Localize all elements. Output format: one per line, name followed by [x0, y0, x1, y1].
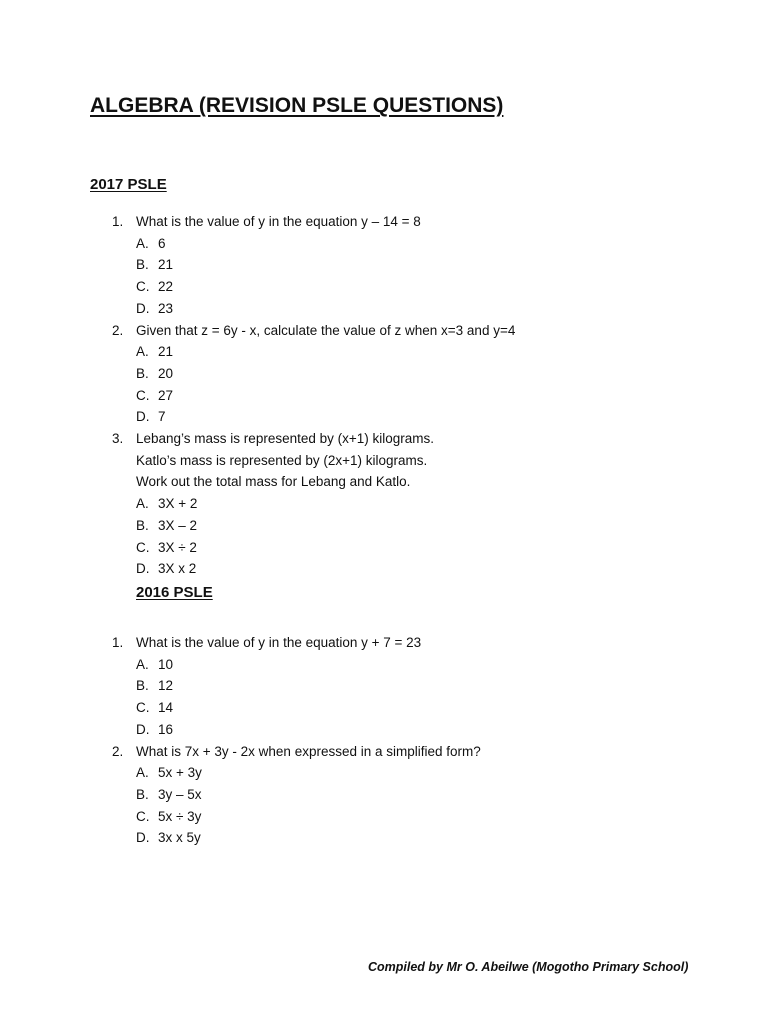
option-letter: D.: [136, 721, 150, 737]
option-text: 12: [158, 678, 174, 694]
answer-option: [136, 298, 515, 320]
option-letter: A.: [136, 765, 149, 781]
answer-option: [136, 363, 515, 385]
question-text: What is 7x + 3y - 2x when expressed in a simplified form?: [136, 743, 481, 759]
option-letter: C.: [136, 539, 150, 555]
option-text: 27: [158, 387, 174, 403]
option-letter: D.: [136, 830, 150, 846]
option-text: 3y – 5x: [158, 786, 202, 802]
question-line: [112, 320, 515, 342]
question-item: [112, 211, 515, 320]
question-line: [112, 428, 515, 450]
answer-options: [112, 493, 515, 580]
option-text: 10: [158, 656, 174, 672]
answer-option: [136, 827, 481, 849]
option-text: 21: [158, 257, 174, 273]
answer-option: [136, 276, 515, 298]
question-line: [112, 632, 481, 654]
option-text: 23: [158, 300, 174, 316]
option-letter: B.: [136, 517, 149, 533]
question-line: [112, 741, 481, 763]
option-text: 3X ÷ 2: [158, 539, 197, 555]
option-text: 22: [158, 279, 174, 295]
page-title: ALGEBRA (REVISION PSLE QUESTIONS): [90, 94, 504, 117]
answer-option: [136, 762, 481, 784]
answer-option: [136, 493, 515, 515]
question-list-2017: [112, 211, 515, 580]
question-line: [112, 211, 515, 233]
answer-options: [112, 654, 481, 741]
option-text: 3X – 2: [158, 517, 198, 533]
answer-options: [112, 762, 481, 849]
answer-option: [136, 697, 481, 719]
option-letter: A.: [136, 496, 149, 512]
answer-option: [136, 806, 481, 828]
option-text: 7: [158, 409, 166, 425]
question-text: What is the value of y in the equation y – 14 = 8: [136, 214, 421, 229]
option-letter: A.: [136, 235, 149, 251]
option-letter: B.: [136, 257, 149, 273]
question-item: [112, 428, 515, 580]
question-number: 3.: [112, 431, 124, 447]
option-letter: B.: [136, 786, 149, 802]
answer-option: [136, 385, 515, 407]
option-text: 3X x 2: [158, 561, 197, 577]
option-letter: D.: [136, 300, 150, 316]
question-item: [112, 741, 481, 850]
answer-option: [136, 341, 515, 363]
answer-option: [136, 254, 515, 276]
question-number: 1.: [112, 635, 124, 650]
answer-option: [136, 558, 515, 580]
question-list-2016: [112, 632, 481, 849]
question-text: Work out the total mass for Lebang and Katlo.: [136, 474, 411, 490]
question-text: Lebang’s mass is represented by (x+1) kilograms.: [136, 431, 435, 447]
question-number: 2.: [112, 322, 124, 338]
section-heading-2016: 2016 PSLE: [136, 584, 213, 601]
answer-option: [136, 654, 481, 676]
option-text: 5x ÷ 3y: [158, 808, 202, 824]
question-text: Given that z = 6y - x, calculate the value of z when x=3 and y=4: [136, 322, 516, 338]
answer-options: [112, 233, 515, 320]
option-text: 3x x 5y: [158, 830, 201, 846]
option-text: 14: [158, 700, 174, 716]
question-number: 1.: [112, 214, 124, 229]
option-text: 20: [158, 365, 174, 381]
answer-option: [136, 537, 515, 559]
option-letter: D.: [136, 561, 150, 577]
answer-option: [136, 233, 515, 255]
option-text: 16: [158, 721, 174, 737]
option-letter: C.: [136, 808, 150, 824]
question-item: [112, 320, 515, 429]
option-text: 6: [158, 235, 166, 251]
option-letter: A.: [136, 344, 149, 360]
option-letter: B.: [136, 678, 149, 694]
option-text: 5x + 3y: [158, 765, 202, 781]
question-text: What is the value of y in the equation y + 7 = 23: [136, 635, 422, 650]
option-letter: A.: [136, 656, 149, 672]
option-letter: B.: [136, 365, 149, 381]
option-text: 21: [158, 344, 174, 360]
question-item: [112, 632, 481, 741]
option-letter: C.: [136, 700, 150, 716]
question-text: Katlo’s mass is represented by (2x+1) kilograms.: [136, 452, 428, 468]
option-letter: C.: [136, 387, 150, 403]
question-number: 2.: [112, 743, 124, 759]
section-heading-2017: 2017 PSLE: [90, 176, 167, 193]
answer-option: [136, 515, 515, 537]
footer-credit: Compiled by Mr O. Abeilwe (Mogotho Primary School): [368, 960, 689, 974]
option-letter: D.: [136, 409, 150, 425]
answer-options: [112, 341, 515, 428]
option-text: 3X + 2: [158, 496, 198, 512]
answer-option: [136, 719, 481, 741]
answer-option: [136, 784, 481, 806]
option-letter: C.: [136, 279, 150, 295]
answer-option: [136, 675, 481, 697]
answer-option: [136, 406, 515, 428]
